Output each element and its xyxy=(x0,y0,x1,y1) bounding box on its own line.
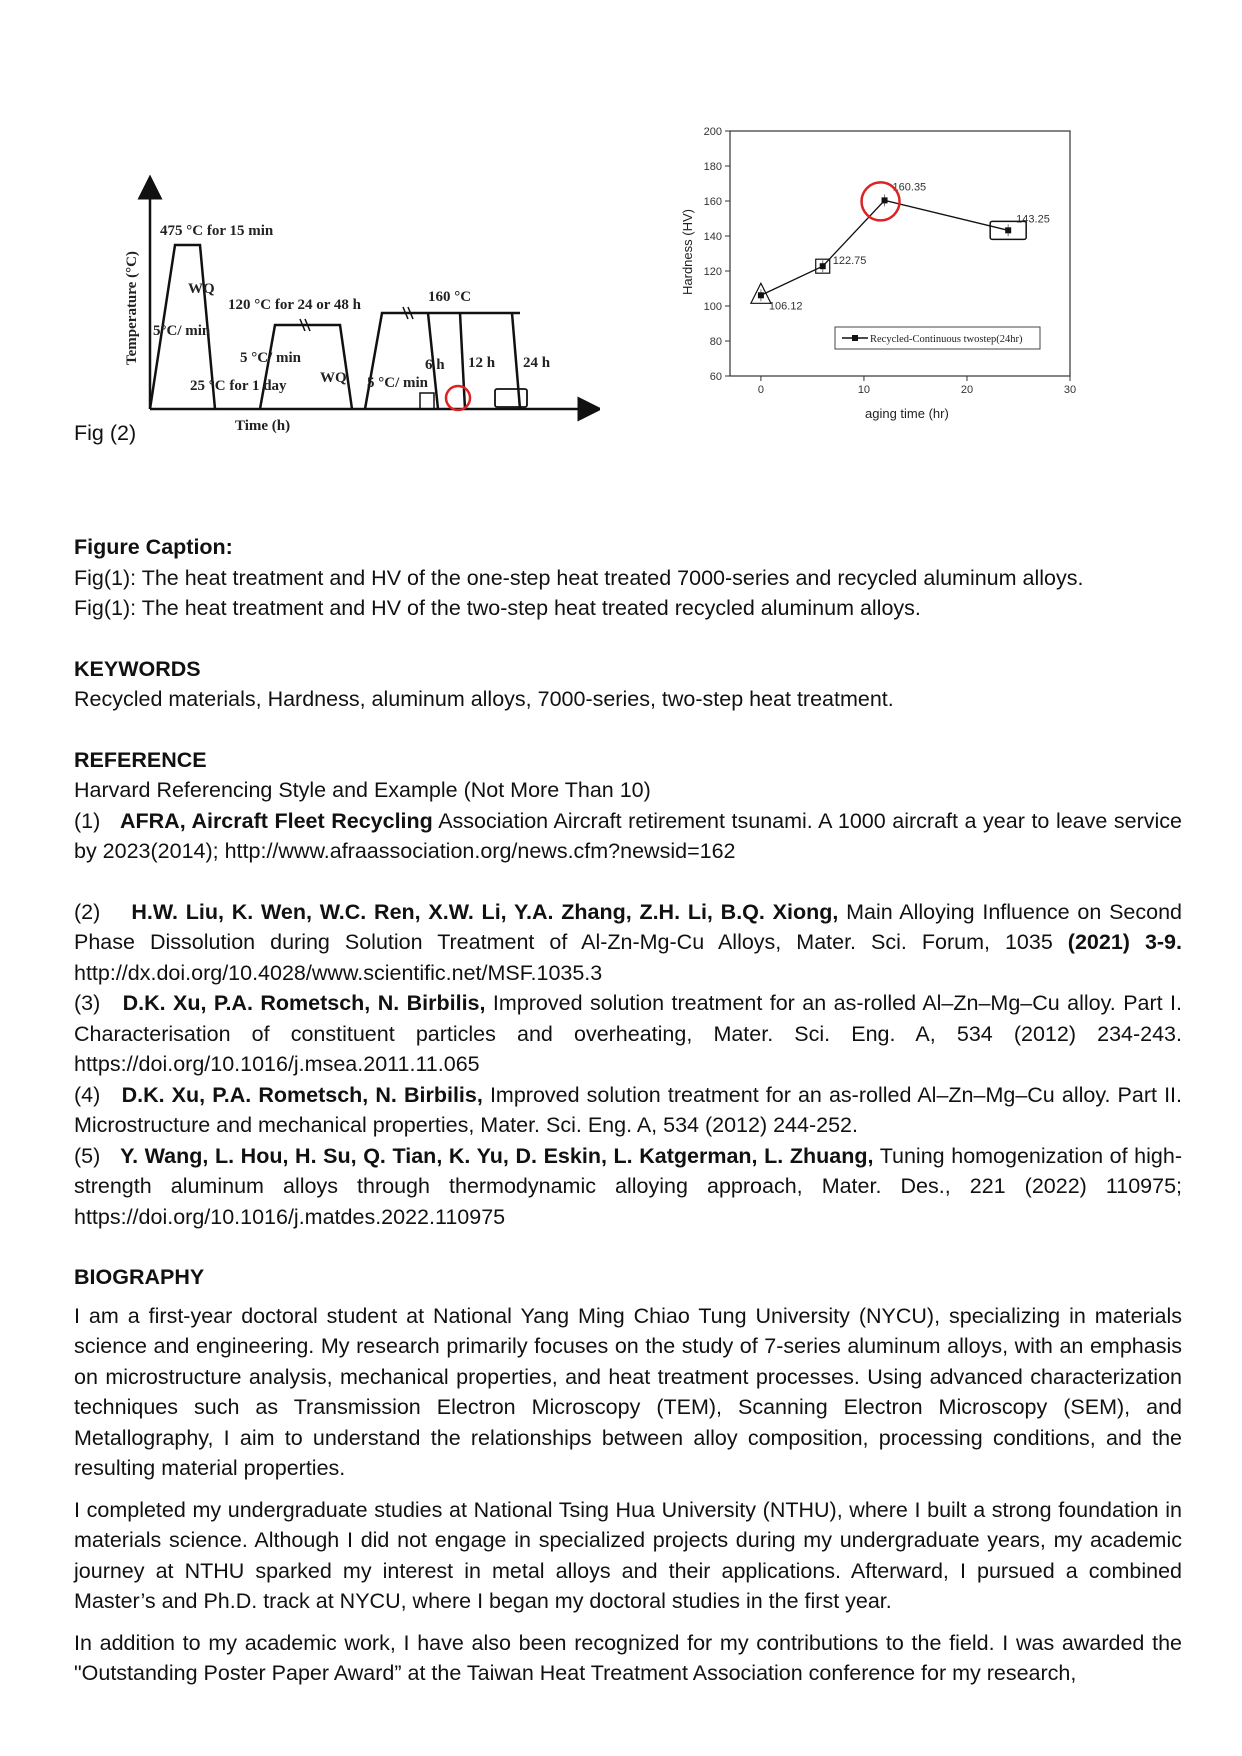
bio-paragraph-2: I completed my undergraduate studies at National Tsing Hua University (NTHU), where I built a strong foundation in materials science. Although I did not engage in specialized projects during my undergraduate years, my academic journey at NTHU sparked my interest in metal alloys and their applications. Afterward, I pursued a combined Master’s and Ph.D. track at NYCU, where I began my doctoral studies in the first year. xyxy=(74,1497,1182,1613)
keywords: Recycled materials, Hardness, aluminum alloys, 7000-series, two-step heat treatment. xyxy=(74,687,894,711)
fig-label: Fig (2) xyxy=(74,421,137,445)
series-line xyxy=(761,200,1008,295)
label-t12: 12 h xyxy=(468,355,496,371)
data-label: 160.35 xyxy=(892,181,927,194)
keywords-heading: KEYWORDS xyxy=(74,656,201,681)
data-point xyxy=(882,197,888,203)
y-tick-label: 120 xyxy=(703,266,722,278)
label-rate3: 5 °C/ min xyxy=(367,375,429,391)
label-aging1: 120 °C for 24 or 48 h xyxy=(228,297,361,313)
label-t24: 24 h xyxy=(523,355,551,371)
x-tick-label: 0 xyxy=(757,384,764,396)
y-tick-label: 180 xyxy=(703,161,722,173)
fig-caption-heading: Figure Caption: xyxy=(74,535,233,559)
bio-paragraph-3: In addition to my academic work, I have also been recognized for my contributions to the field. I was awarded the "Outstanding Poster Paper Award” at the Taiwan Heat Treatment Association conference for my research, xyxy=(74,1630,1182,1685)
data-point xyxy=(758,292,764,298)
label-wq1: WQ xyxy=(188,281,215,297)
label-rate2: 5 °C/ min xyxy=(240,350,302,366)
reference-4: (4) D.K. Xu, P.A. Rometsch, N. Birbilis, Improved solution treatment for an as-rolled Al–Zn–Mg–Cu alloy. Part II. Microstructure and mechanical properties, Mater. Sci. Eng. A, 534 (2012) 244-252. xyxy=(74,1082,1183,1137)
legend-label: Recycled-Continuous twostep(24hr) xyxy=(870,334,1023,345)
fig-caption-1: Fig(1): The heat treatment and HV of the one-step heat treated 7000-series and recycled aluminum alloys. xyxy=(74,565,1084,590)
biography-heading: BIOGRAPHY xyxy=(74,1265,205,1289)
y-tick-label: 140 xyxy=(703,231,722,243)
y-tick-label: 80 xyxy=(709,336,722,348)
data-point xyxy=(820,263,826,269)
y-tick-label: 160 xyxy=(703,196,722,208)
data-label: 106.12 xyxy=(768,300,803,313)
marker-6h xyxy=(420,393,434,409)
x-tick-label: 30 xyxy=(1063,384,1077,396)
data-point xyxy=(1005,227,1011,233)
data-label: 122.75 xyxy=(832,255,867,268)
reference-3: (3) D.K. Xu, P.A. Rometsch, N. Birbilis, Improved solution treatment for an as-rolled Al–Zn–Mg–Cu alloy. Part I. Characterisation of constituent particles and overheating, Mater. Sci. Eng. A, 534 (2012) 234-243. https://doi.org/10.1016/j.msea.2011.11.065 xyxy=(74,991,1183,1076)
hardness-chart xyxy=(670,125,1090,425)
y-tick-label: 200 xyxy=(703,126,722,138)
fig-label-block xyxy=(74,418,1182,449)
reference-heading: REFERENCE xyxy=(74,747,207,772)
diagram-x-label: Time (h) xyxy=(235,418,291,434)
y-tick-label: 60 xyxy=(709,371,722,383)
label-t6: 6 h xyxy=(425,357,445,373)
reference-2: (2) H.W. Liu, K. Wen, W.C. Ren, X.W. Li, Y.A. Zhang, Z.H. Li, B.Q. Xiong, Main Alloying Influence on Second Phase Dissolution during Solution Treatment of Al-Zn-Mg-Cu Alloys, Mater. Sci. Forum, 1035 (2021) 3-9. http://dx.doi.org/10.4028/www.scientific.net/MSF.1035.3 xyxy=(74,899,1182,985)
reference-1: (1) AFRA, Aircraft Fleet Recycling Association Aircraft retirement tsunami. A 1000 aircraft a year to leave service by 2023(2014); http://www.afraassociation.org/news.cfm?newsid=162 xyxy=(74,808,1183,863)
label-rate1: 5°C/ min xyxy=(153,323,211,339)
diagram-y-label: Temperature (°C) xyxy=(124,251,140,365)
legend xyxy=(835,327,1040,349)
fig-caption-2: Fig(1): The heat treatment and HV of the two-step heat treated recycled aluminum alloys. xyxy=(74,596,921,620)
label-solution: 475 °C for 15 min xyxy=(160,223,274,239)
main-text xyxy=(74,532,1182,1689)
data-label: 143.25 xyxy=(1016,213,1050,226)
aging1-profile xyxy=(260,325,352,409)
y-tick-label: 100 xyxy=(703,301,722,313)
label-natural: 25 °C for 1 day xyxy=(190,378,287,394)
reference-5: (5) Y. Wang, L. Hou, H. Su, Q. Tian, K. Yu, D. Eskin, L. Katgerman, L. Zhuang, Tuning homogenization of high-strength aluminum alloys through thermodynamic alloying approach, Mater. Des., 221 (2022) 110975; https://doi.org/10.1016/j.matdes.2022.110975 xyxy=(74,1143,1182,1229)
bio-paragraph-1: I am a first-year doctoral student at National Yang Ming Chiao Tung University (NYCU), specializing in materials science and engineering. My research primarily focuses on the study of 7-series aluminum alloys, with an emphasis on microstructure analysis, mechanical properties, and heat treatment processes. Using advanced characterization techniques such as Transmission Electron Microscopy (TEM), Scanning Electron Microscopy (SEM), and Metallography, I aim to understand the relationships between alloy composition, processing conditions, and the resulting material properties. xyxy=(74,1303,1182,1480)
highlight-circle xyxy=(446,386,470,410)
chart-x-label: aging time (hr) xyxy=(865,406,949,421)
label-wq2: WQ xyxy=(320,370,347,386)
x-tick-label: 20 xyxy=(960,384,974,396)
reference-intro: Harvard Referencing Style and Example (Not More Than 10) xyxy=(74,778,651,802)
x-tick-label: 10 xyxy=(857,384,871,396)
marker-24h xyxy=(495,389,527,407)
chart-y-label: Hardness (HV) xyxy=(680,209,695,295)
highlight-circle xyxy=(862,182,900,220)
label-temp160: 160 °C xyxy=(428,289,472,305)
